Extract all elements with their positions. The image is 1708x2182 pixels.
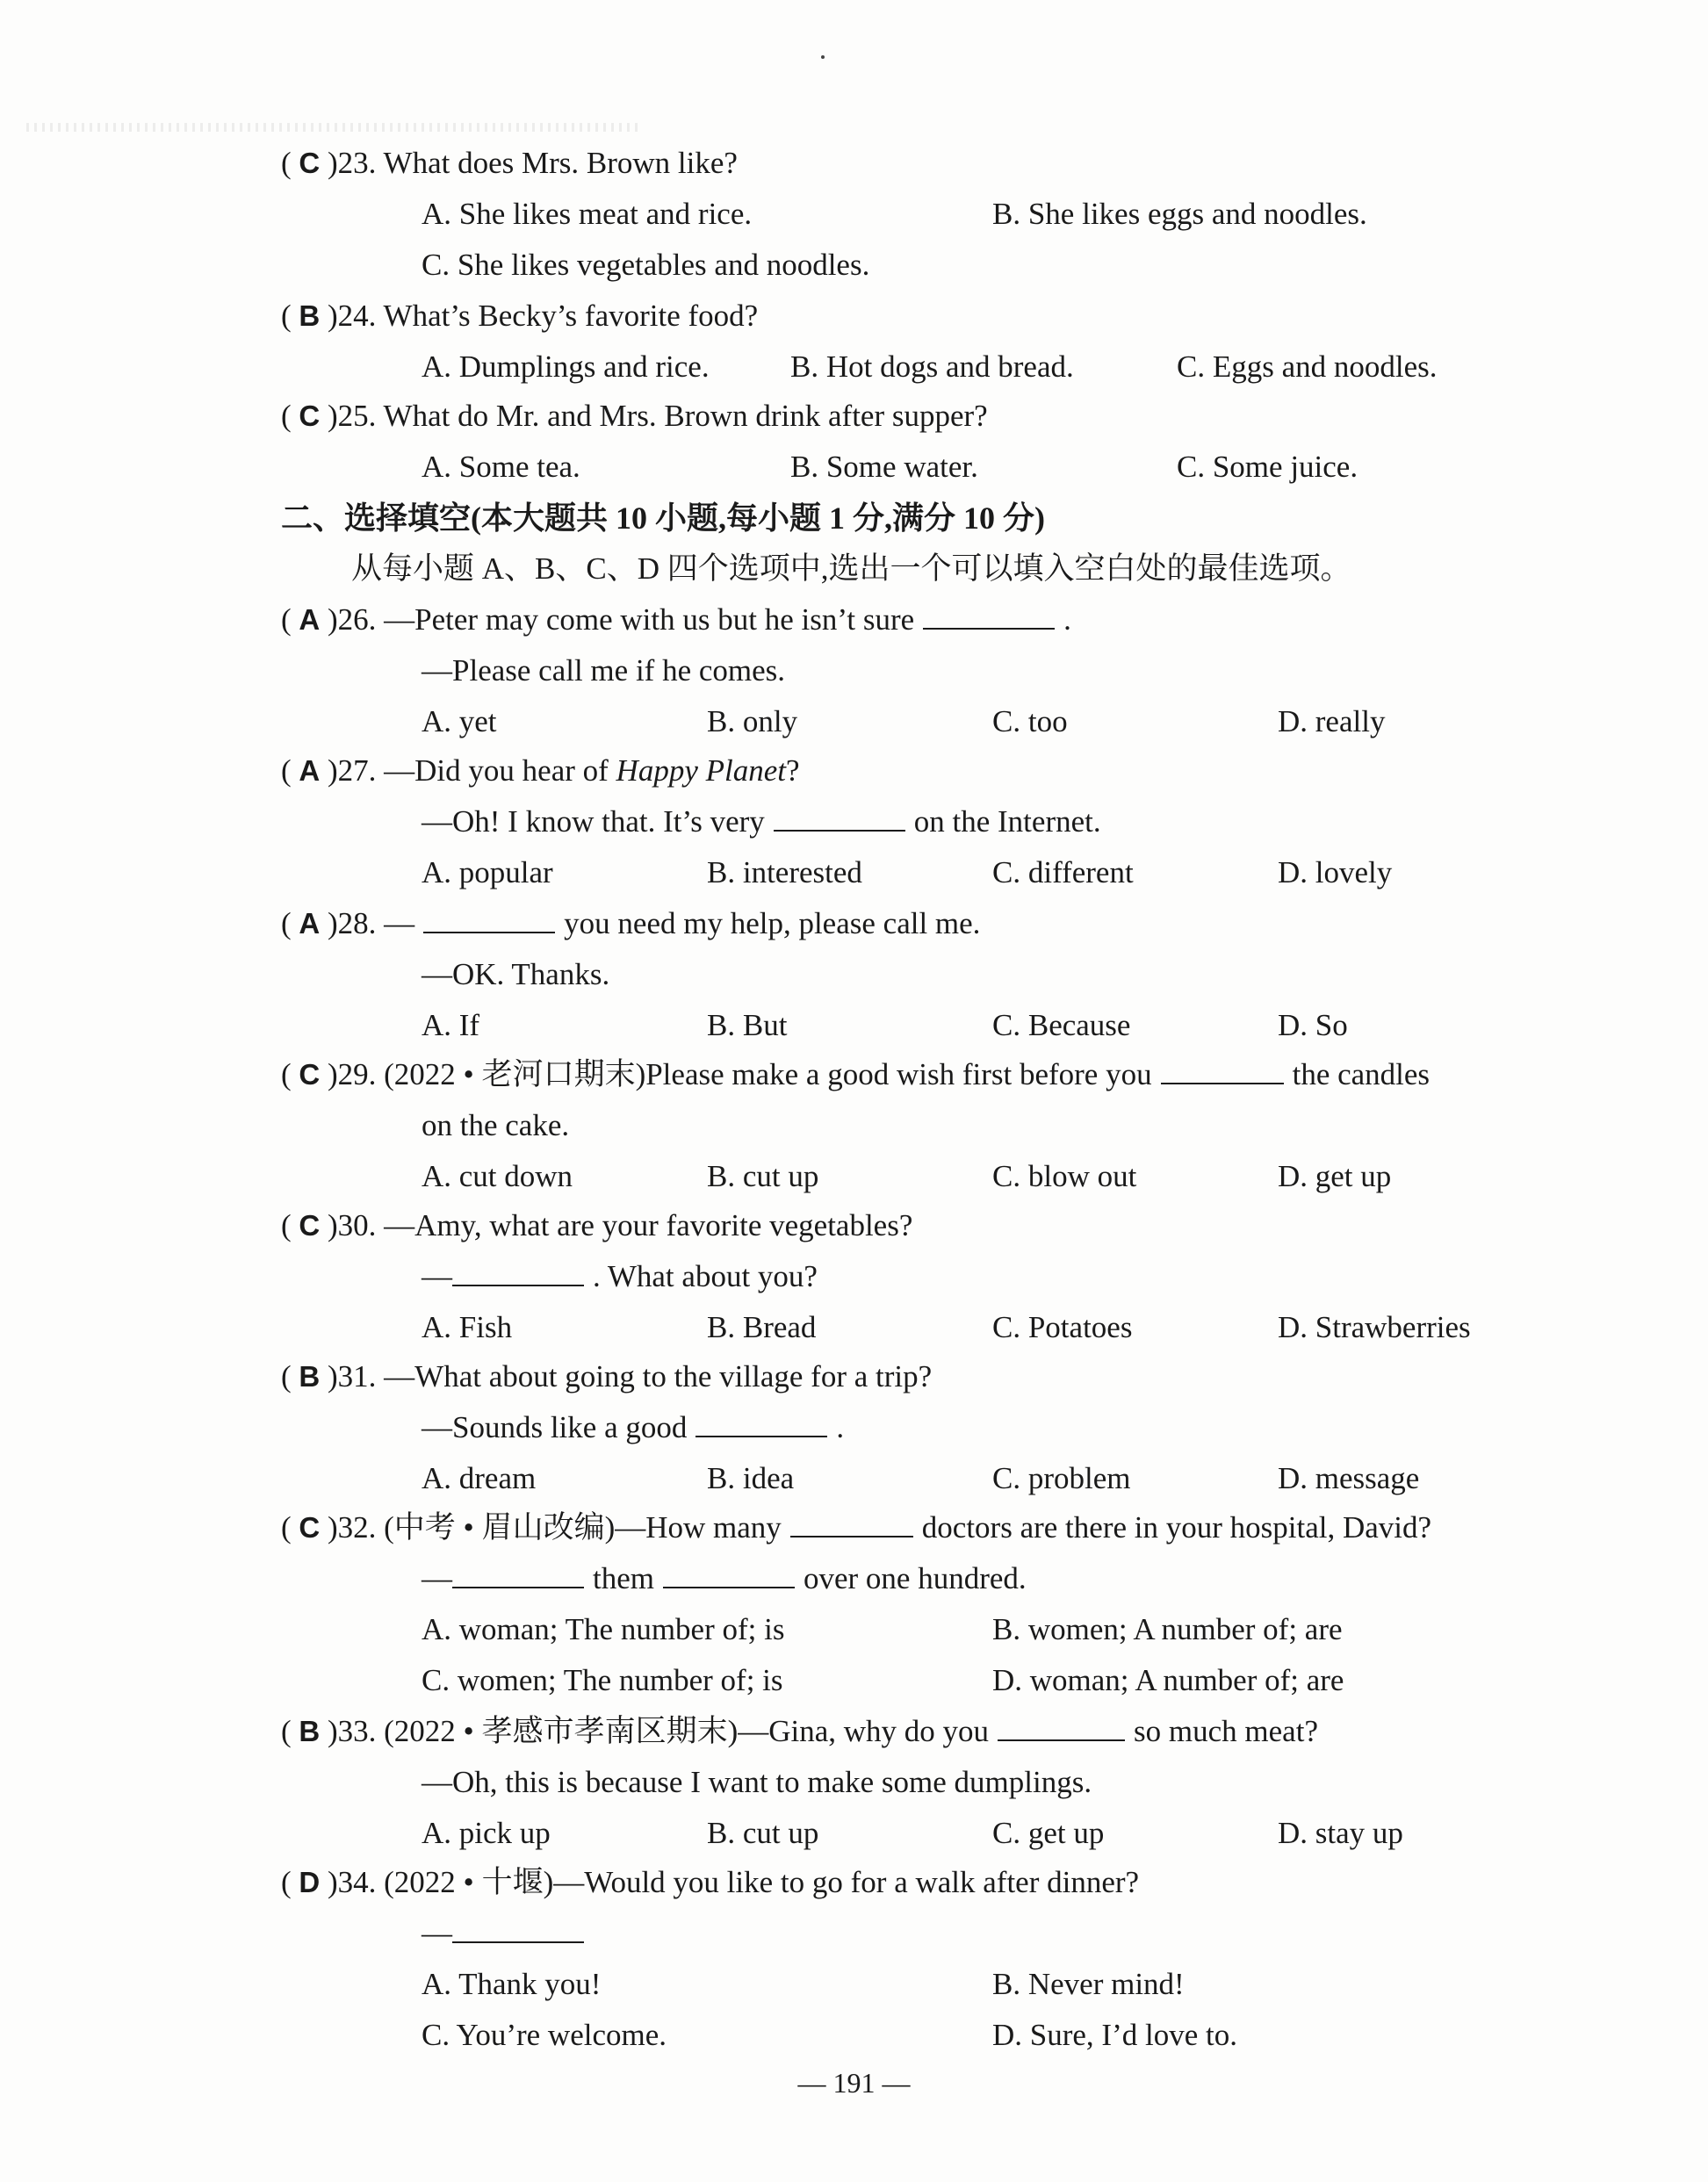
option-29-d: D. get up [1278,1159,1392,1193]
option-34-d: D. Sure, I’d love to. [992,2018,1237,2052]
reply-27: —Oh! I know that. It’s very on the Internet. [422,804,1101,839]
blank [663,1560,795,1588]
question-25: ( C )25. What do Mr. and Mrs. Brown drink after supper? [281,397,988,436]
option-26-d: D. really [1278,704,1386,738]
option-25-a: A. Some tea. [422,450,580,484]
scan-speck [821,55,825,59]
option-28-d: D. So [1278,1008,1348,1042]
option-32-c: C. women; The number of; is [422,1663,783,1697]
option-25-b: B. Some water. [790,450,978,484]
reply-32: — them over one hundred. [422,1561,1027,1595]
blank [695,1409,827,1437]
blank [998,1713,1125,1741]
option-33-b: B. cut up [707,1816,819,1850]
option-31-b: B. idea [707,1461,795,1495]
option-33-a: A. pick up [422,1816,551,1850]
reply-26: —Please call me if he comes. [422,653,786,688]
option-28-a: A. If [422,1008,480,1042]
question-28: ( A )28. — you need my help, please call me. [281,904,980,943]
option-24-b: B. Hot dogs and bread. [790,349,1074,384]
option-33-c: C. get up [992,1816,1105,1850]
option-25-c: C. Some juice. [1177,450,1358,484]
option-32-d: D. woman; A number of; are [992,1663,1344,1697]
question-29-cont: on the cake. [422,1108,570,1142]
reply-30: — . What about you? [422,1259,818,1293]
option-24-a: A. Dumplings and rice. [422,349,710,384]
option-27-d: D. lovely [1278,855,1393,889]
option-29-b: B. cut up [707,1159,819,1193]
answer-27: A [299,754,321,787]
option-29-a: A. cut down [422,1159,573,1193]
option-23-c: C. She likes vegetables and noodles. [422,248,870,282]
option-31-d: D. message [1278,1461,1420,1495]
question-32: ( C )32. (中考 • 眉山改编)—How many doctors are there in your hospital, David? [281,1509,1431,1547]
answer-23: C [299,147,321,179]
blank [452,1258,584,1286]
option-27-c: C. different [992,855,1134,889]
question-34: ( D )34. (2022 • 十堰)—Would you like to go for a walk after dinner? [281,1863,1139,1902]
answer-33: B [299,1715,321,1747]
answer-30: C [299,1209,321,1242]
answer-25: C [299,400,321,432]
blank [452,1560,584,1588]
reply-28: —OK. Thanks. [422,957,610,991]
answer-29: C [299,1058,321,1091]
blank [774,803,905,832]
option-34-c: C. You’re welcome. [422,2018,667,2052]
option-31-c: C. problem [992,1461,1131,1495]
question-31: ( B )31. —What about going to the village for a trip? [281,1357,932,1396]
question-23: ( C )23. What does Mrs. Brown like? [281,144,738,183]
option-26-b: B. only [707,704,798,738]
reply-31: —Sounds like a good . [422,1410,845,1444]
blank [423,905,555,933]
option-26-c: C. too [992,704,1068,738]
option-29-c: C. blow out [992,1159,1137,1193]
option-32-a: A. woman; The number of; is [422,1612,785,1646]
option-31-a: A. dream [422,1461,537,1495]
answer-24: B [299,299,321,332]
answer-31: B [299,1360,321,1393]
question-26: ( A )26. —Peter may come with us but he isn’t sure . [281,601,1071,639]
option-30-a: A. Fish [422,1310,513,1344]
section-instruction: 从每小题 A、B、C、D 四个选项中,选出一个可以填入空白处的最佳选项。 [351,551,1351,586]
option-27-b: B. interested [707,855,862,889]
reply-33: —Oh, this is because I want to make some dumplings. [422,1765,1092,1799]
reply-34: — [422,1914,593,1953]
option-23-a: A. She likes meat and rice. [422,197,753,231]
question-27: ( A )27. —Did you hear of Happy Planet? [281,752,800,790]
answer-26: A [299,603,321,636]
option-32-b: B. women; A number of; are [992,1612,1343,1646]
question-29: ( C )29. (2022 • 老河口期末)Please make a good wish first before you the candles [281,1055,1430,1094]
blank [790,1509,913,1537]
option-28-b: B. But [707,1008,788,1042]
question-33: ( B )33. (2022 • 孝感市孝南区期末)—Gina, why do you so much meat? [281,1712,1318,1751]
blank [1161,1056,1284,1084]
question-30: ( C )30. —Amy, what are your favorite vegetables? [281,1206,912,1245]
option-33-d: D. stay up [1278,1816,1403,1850]
answer-32: C [299,1511,321,1544]
blank [923,601,1055,630]
answer-34: D [299,1866,321,1898]
option-23-b: B. She likes eggs and noodles. [992,197,1367,231]
scan-noise [26,123,641,132]
option-28-c: C. Because [992,1008,1131,1042]
blank [452,1915,584,1943]
question-24: ( B )24. What’s Becky’s favorite food? [281,297,758,335]
option-34-a: A. Thank you! [422,1967,602,2001]
section-title: 二、选择填空(本大题共 10 小题,每小题 1 分,满分 10 分) [281,500,1045,536]
option-24-c: C. Eggs and noodles. [1177,349,1438,384]
option-26-a: A. yet [422,704,497,738]
option-30-b: B. Bread [707,1310,817,1344]
option-27-a: A. popular [422,855,553,889]
page-number: — 191 — [797,2067,911,2099]
option-30-d: D. Strawberries [1278,1310,1471,1344]
option-34-b: B. Never mind! [992,1967,1185,2001]
answer-28: A [299,907,321,940]
option-30-c: C. Potatoes [992,1310,1133,1344]
